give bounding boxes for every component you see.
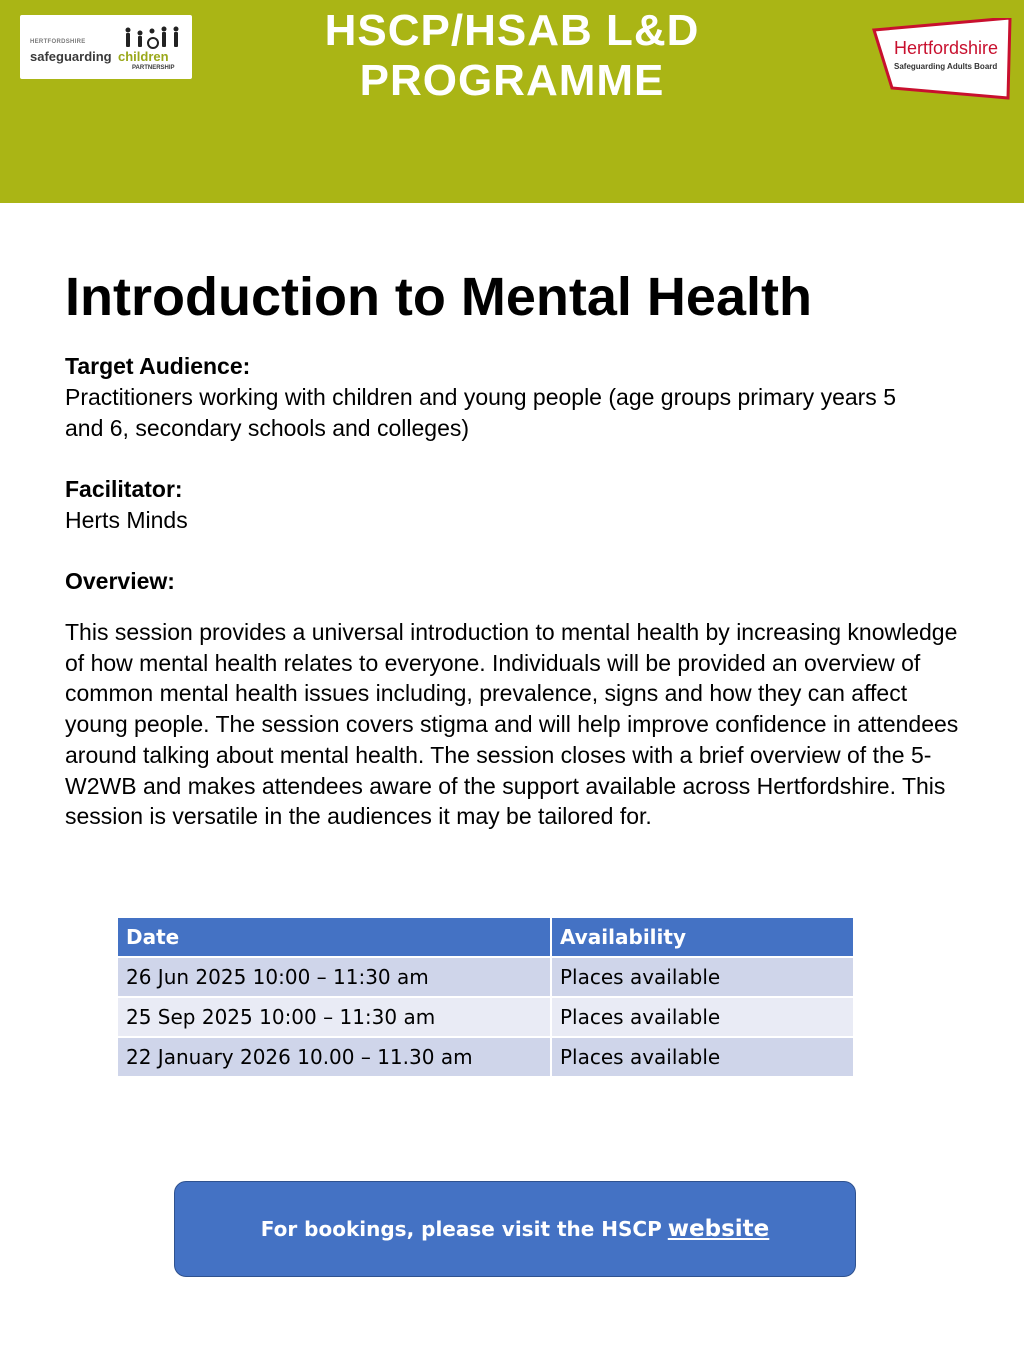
header-band xyxy=(0,0,1024,203)
sessions-table xyxy=(116,916,855,1078)
audience-label: Target Audience: xyxy=(65,353,251,379)
booking-banner xyxy=(174,1181,856,1277)
session-availability: Places available xyxy=(551,997,854,1037)
website-link[interactable]: website xyxy=(667,1216,770,1242)
booking-text: For bookings, please visit the HSCP xyxy=(260,1217,662,1241)
hscp-logo xyxy=(20,15,192,79)
logo-word-partnership: PARTNERSHIP xyxy=(132,65,175,71)
hsab-logo-name: Hertfordshire xyxy=(894,38,999,58)
overview-label: Overview: xyxy=(65,568,175,594)
hsab-logo-sub: Safeguarding Adults Board xyxy=(894,62,998,71)
table-row xyxy=(117,1037,854,1077)
overview-text: This session provides a universal introduction to mental health by increasing knowledge of how mental health relates to everyone. Individuals will be provided an overview of common mental health issues including, prevalence, signs and how they can affect young people. The session covers stigma and will help improve confidence in attendees around talking about mental health. The session closes with a brief overview of the 5-W2WB and makes attendees aware of the support available across Hertfordshire. This session is versatile in the audiences it may be tailored for. xyxy=(65,619,959,830)
hsab-logo-frame xyxy=(872,18,1012,100)
logo-word-children: children xyxy=(118,49,169,64)
audience-text: Practitioners working with children and young people (age groups primary years 5 and 6, secondary schools and colleges) xyxy=(65,384,896,441)
programme-title: HSCP/HSAB L&D PROGRAMME xyxy=(324,6,700,105)
logo-small-text: HERTFORDSHIRE xyxy=(30,39,86,45)
session-date: 26 Jun 2025 10:00 – 11:30 am xyxy=(117,957,551,997)
session-date: 22 January 2026 10.00 – 11.30 am xyxy=(117,1037,551,1077)
hsab-logo xyxy=(872,18,1012,96)
session-availability: Places available xyxy=(551,957,854,997)
logo-word-safeguarding: safeguarding xyxy=(30,49,112,64)
page-title: Introduction to Mental Health xyxy=(65,267,812,327)
people-icon xyxy=(120,25,184,51)
table-row xyxy=(117,957,854,997)
session-date: 25 Sep 2025 10:00 – 11:30 am xyxy=(117,997,551,1037)
table-row xyxy=(117,997,854,1037)
session-availability: Places available xyxy=(551,1037,854,1077)
availability-header: Availability xyxy=(551,917,854,957)
facilitator-text: Herts Minds xyxy=(65,507,188,533)
facilitator-label: Facilitator: xyxy=(65,476,183,502)
date-header: Date xyxy=(117,917,551,957)
table-header-row xyxy=(117,917,854,957)
